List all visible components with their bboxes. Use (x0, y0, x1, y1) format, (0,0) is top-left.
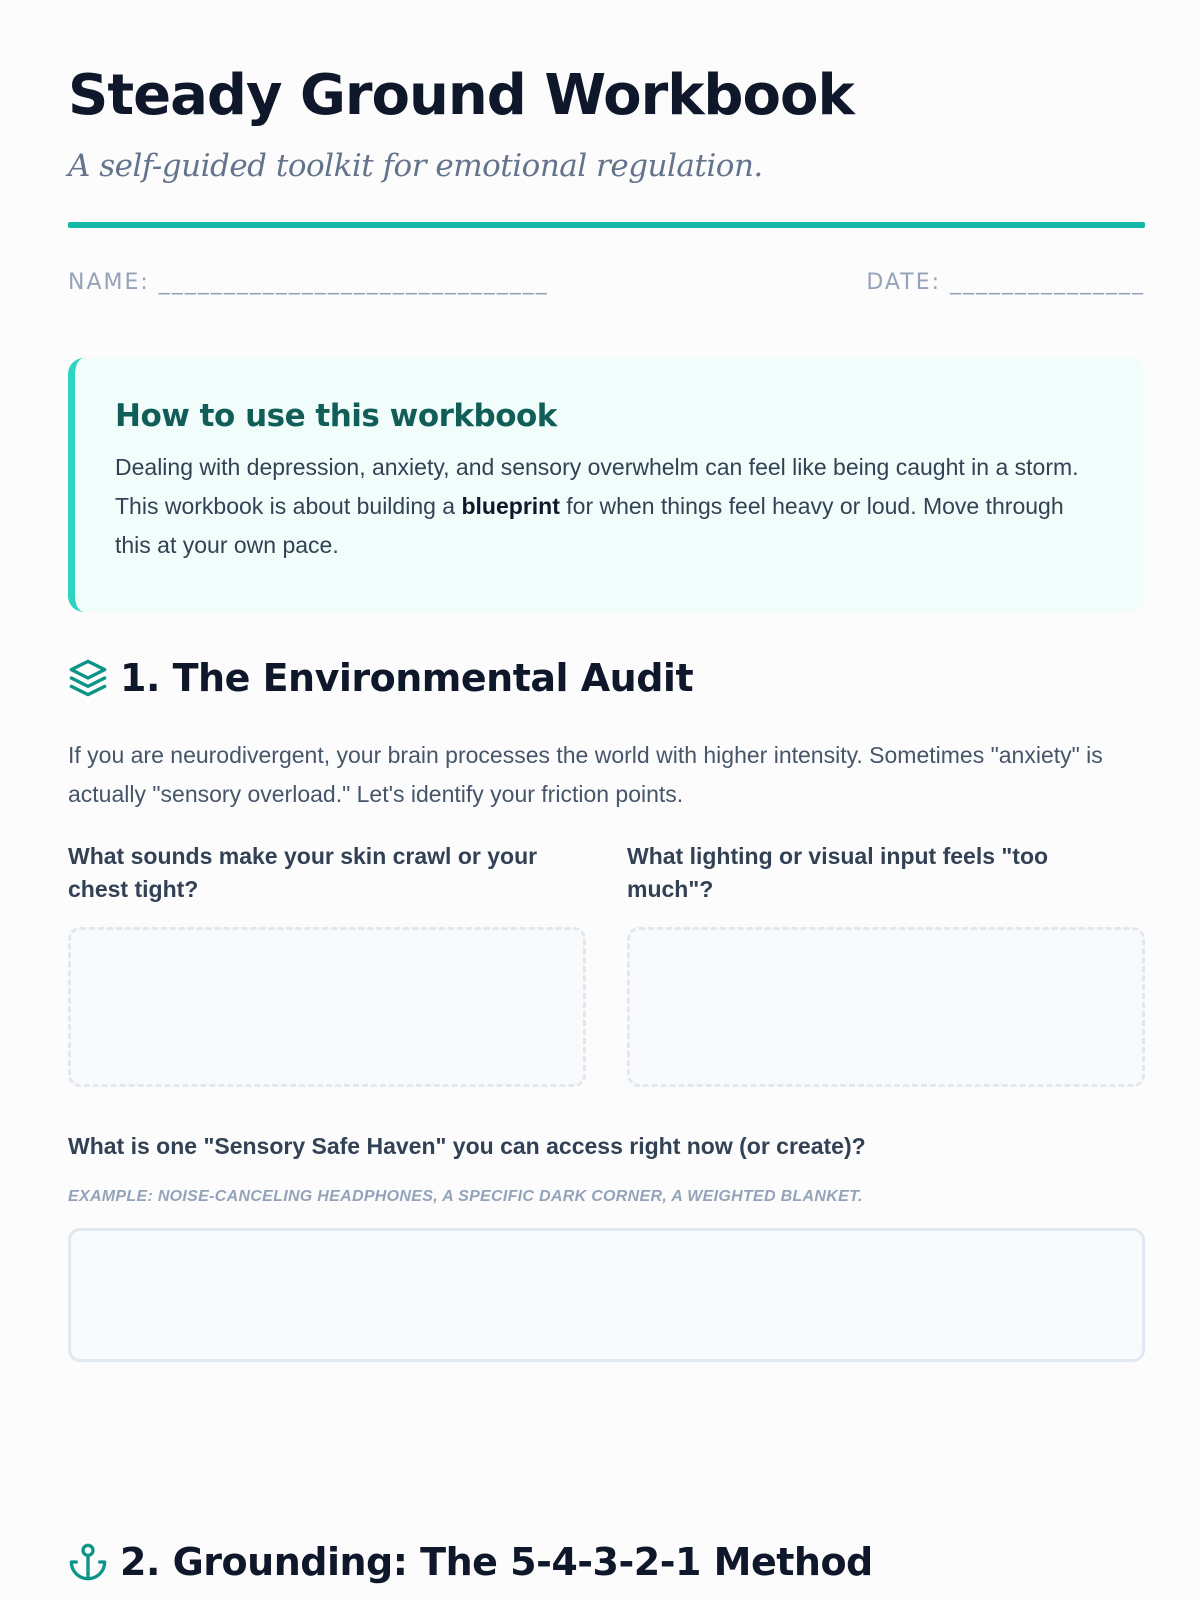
answer-box-sounds[interactable] (68, 927, 586, 1087)
section-title: 1. The Environmental Audit (120, 656, 694, 700)
name-field[interactable]: NAME: ______________________________ (68, 270, 549, 295)
answer-box-safe-haven[interactable] (68, 1228, 1145, 1362)
layers-icon (68, 658, 108, 698)
callout-text-part: Dealing with depression, anxiety, and sensory overwhelm can feel like being caught in a storm. This workbook is about building a (115, 454, 1079, 519)
section-heading-grounding (68, 1540, 873, 1584)
question-sounds: What sounds make your skin crawl or your chest tight? (68, 843, 538, 902)
name-date-row (68, 270, 1145, 295)
section-heading-environmental-audit (68, 656, 693, 700)
instructions-callout (68, 358, 1145, 612)
header-divider (68, 222, 1145, 228)
anchor-icon (68, 1542, 108, 1582)
page-title: Steady Ground Workbook (68, 63, 854, 128)
question-lighting: What lighting or visual input feels "too much"? (627, 843, 1049, 902)
date-field[interactable]: DATE: _______________ (866, 270, 1145, 295)
answer-box-lighting[interactable] (627, 927, 1145, 1087)
page-subtitle: A self-guided toolkit for emotional regulation. (68, 148, 763, 184)
section-intro: If you are neurodivergent, your brain processes the world with higher intensity. Sometimes "anxiety" is actually "sensory overload." Let's identify your friction points. (68, 742, 1103, 807)
callout-heading: How to use this workbook (115, 398, 557, 434)
section-title: 2. Grounding: The 5-4-3-2-1 Method (120, 1540, 873, 1584)
safe-haven-hint: EXAMPLE: NOISE-CANCELING HEADPHONES, A SPECIFIC DARK CORNER, A WEIGHTED BLANKET. (68, 1188, 863, 1205)
question-safe-haven: What is one "Sensory Safe Haven" you can access right now (or create)? (68, 1133, 866, 1159)
callout-text-part: for when things feel heavy or loud. Move through this at your own pace. (115, 493, 1064, 558)
callout-text (115, 448, 1101, 565)
callout-bold-word: blueprint (461, 493, 560, 519)
